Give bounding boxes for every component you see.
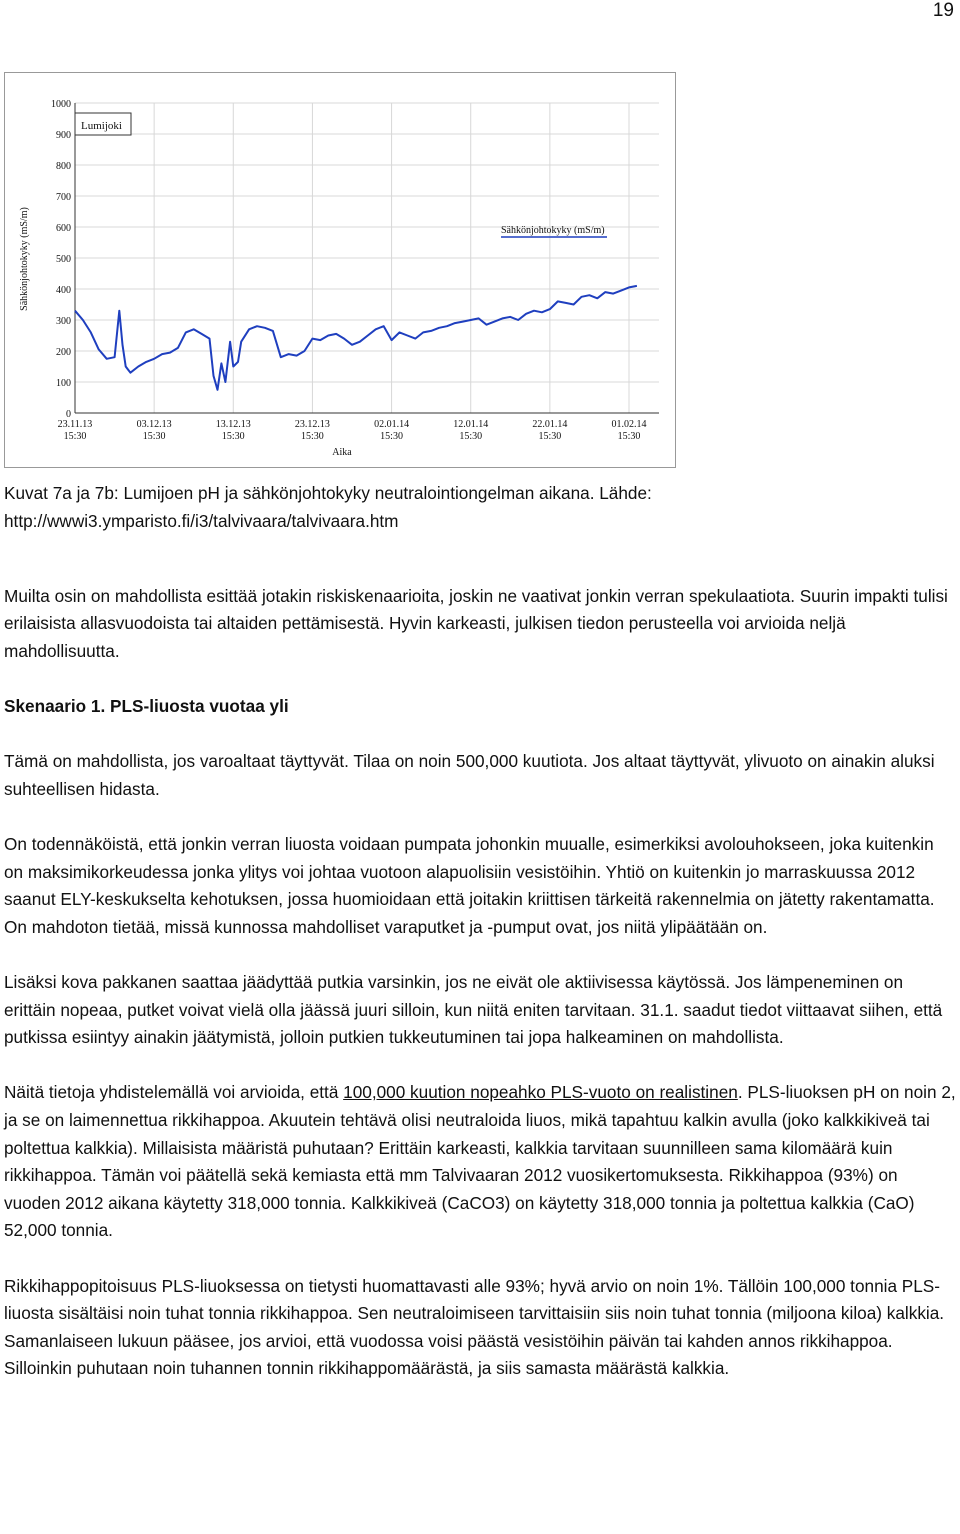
x-tick-time: 15:30: [301, 431, 324, 442]
y-tick-label: 100: [56, 378, 71, 389]
paragraph-neutralization-pre: Näitä tietoja yhdistelemällä voi arvioida, että: [4, 1082, 344, 1103]
x-tick-date: 03.12.13: [136, 419, 172, 430]
x-tick-date: 22.01.14: [532, 419, 568, 430]
y-tick-label: 1000: [51, 99, 71, 110]
x-tick-time: 15:30: [380, 431, 403, 442]
y-tick-label: 300: [56, 316, 71, 327]
y-tick-label: 400: [56, 285, 71, 296]
x-tick-time: 15:30: [63, 431, 87, 442]
x-tick-time: 15:30: [459, 431, 483, 442]
x-tick-time: 15:30: [538, 431, 562, 442]
paragraph-overflow: Tämä on mahdollista, jos varoaltaat täyttyvät. Tilaa on noin 500,000 kuutiota. Jos altaat täyttyvät, ylivuoto on ainakin aluksi suhteellisen hidasta.: [4, 751, 935, 799]
paragraph-sulfuric-acid: Rikkihappopitoisuus PLS-liuoksessa on tietysti huomattavasti alle 93%; hyvä arvio on noin 1%. Tällöin 100,000 tonnia PLS-liuosta sisältäisi noin tuhat tonnia rikkihappoa. Sen neutraloimiseen tarvittaisiin siis noin tuhat tonnia (miljoona kiloa) kalkkia. Samanlaiseen lukuun pääsee, jos arvioi, että vuodossa voisi päästä vesistöihin päivän tai kahden annos rikkihappoa. Silloinkin puhutaan noin tuhannen tonnin rikkihappomäärästä, ja siis samasta määrästä kalkkia.: [4, 1275, 945, 1379]
y-axis-label: Sähkönjohtokyky (mS/m): [19, 207, 30, 311]
conductivity-chart: [5, 73, 677, 469]
y-tick-label: 200: [56, 347, 71, 358]
series-line-lumijoki: [75, 286, 637, 390]
page-number: 19: [932, 0, 954, 21]
x-tick-date: 01.02.14: [611, 419, 647, 430]
series-label: Sähkönjohtokyky (mS/m): [501, 225, 605, 236]
legend-label: Lumijoki: [81, 120, 122, 132]
scenario-heading: Skenaario 1. PLS-liuosta vuotaa yli: [4, 696, 289, 717]
x-tick-time: 15:30: [617, 431, 641, 442]
x-tick-time: 15:30: [142, 431, 166, 442]
paragraph-intro: Muilta osin on mahdollista esittää jotakin riskiskenaarioita, joskin ne vaativat jonkin verran spekulaatiota. Suurin impakti tulisi erilaisista allasvuodoista tai altaiden pettämisestä. Hyvin karkeasti, julkisen tiedon perusteella voi arvioida neljä mahdollisuutta.: [4, 585, 948, 661]
paragraph-neutralization: [4, 1079, 956, 1245]
x-tick-date: 23.11.13: [57, 419, 93, 430]
x-tick-date: 12.01.14: [453, 419, 489, 430]
y-tick-label: 0: [66, 409, 71, 420]
x-tick-date: 02.01.14: [374, 419, 410, 430]
chart-figure: [4, 72, 676, 468]
highlighted-estimate: 100,000 kuution nopeahko PLS-vuoto on realistinen: [343, 1082, 738, 1103]
y-tick-label: 500: [56, 254, 71, 265]
x-axis-label: Aika: [332, 447, 352, 458]
x-tick-date: 23.12.13: [294, 419, 330, 430]
y-tick-label: 900: [56, 130, 71, 141]
y-tick-label: 600: [56, 223, 71, 234]
figure-caption-line-1: Kuvat 7a ja 7b: Lumijoen pH ja sähkönjohtokyky neutralointiongelman aikana. Lähde:: [4, 483, 652, 503]
x-tick-time: 15:30: [221, 431, 245, 442]
x-tick-date: 13.12.13: [215, 419, 251, 430]
paragraph-freezing: Lisäksi kova pakkanen saattaa jäädyttää putkia varsinkin, jos ne eivät ole aktiivisessa käytössä. Jos lämpeneminen on erittäin nopeaa, putket voivat vielä olla jäässä juuri silloin, kun niitä eniten tarvitaan. 31.1. saadut tiedot viittaavat siihen, että putkissa esiintyy ainakin jäätymistä, jolloin putkien tukkeutuminen tai jopa halkeaminen on mahdollista.: [4, 972, 943, 1048]
y-tick-label: 800: [56, 161, 71, 172]
paragraph-neutralization-post: . PLS-liuoksen pH on noin 2, ja se on laimennettua rikkihappoa. Akuutein tehtävä olisi neutraloida liuos, mikä tapahtuu kalkin avulla (joko kalkkikiveä tai poltettua kalkkia). Millaisista määristä puhutaan? Erittäin karkeasti, kalkkia tarvitaan suunnilleen sama kilomäärä kuin rikkihappoa. Tämän voi päätellä sekä kemiasta että mm Talvivaaran 2012 vuosikertomuksesta. Rikkihappoa (93%) on vuoden 2012 aikana käytetty 318,000 tonnia. Kalkkikiveä (CaCO3) on käytetty 318,000 tonnia ja poltettua kalkkia (CaO) 52,000 tonnia.: [4, 1082, 956, 1241]
y-tick-label: 700: [56, 192, 71, 203]
figure-caption-line-2: http://wwwi3.ymparisto.fi/i3/talvivaara/talvivaara.htm: [4, 510, 399, 531]
paragraph-pumping: On todennäköistä, että jonkin verran liuosta voidaan pumpata johonkin muualle, esimerkiksi avolouhokseen, joka kuitenkin on maksimikorkeudessa jonka ylitys voi johtaa vuotoon alapuolisiin vesistöihin. Yhtiö on kuitenkin jo marraskuussa 2012 saanut ELY-keskukselta kehotuksen, jossa huomioidaan että joitakin kriittisen tärkeitä rakennelmia on jätetty rakentamatta. On mahdoton tietää, missä kunnossa mahdolliset varaputket ja -pumput ovat, jos niitä ylipäätään on.: [4, 834, 935, 937]
document-body: [4, 480, 956, 1383]
